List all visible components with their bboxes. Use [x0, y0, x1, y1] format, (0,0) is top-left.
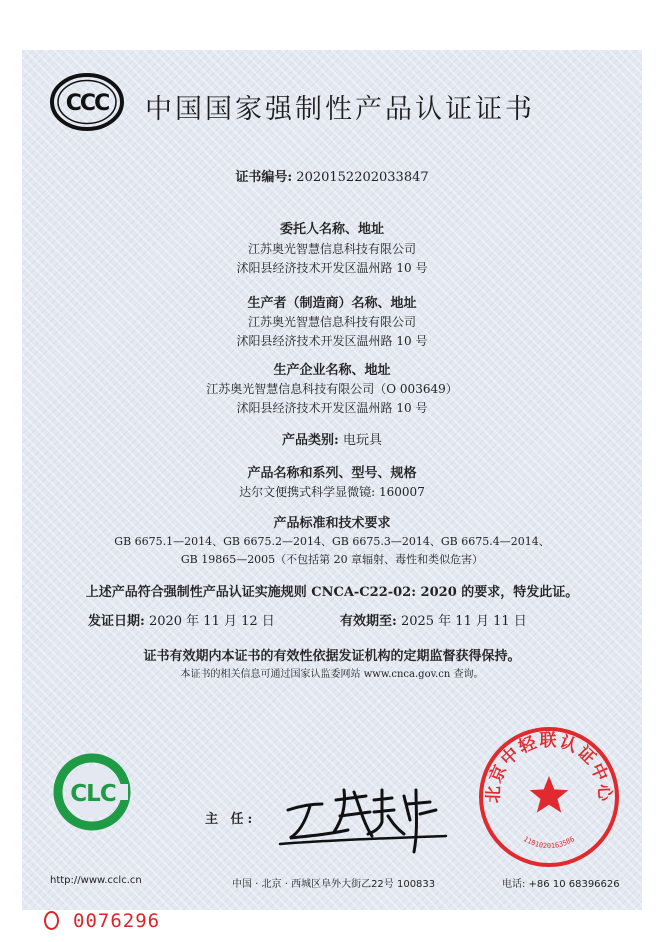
issue-date-value: 2020 年 11 月 12 日: [148, 614, 275, 629]
category-label: 产品类别:: [282, 433, 339, 448]
certificate-number: [22, 166, 642, 185]
issue-date: [88, 610, 275, 629]
ccc-logo-icon: [50, 72, 124, 132]
footer-address: 中国 · 北京 · 西城区阜外大街乙22号 100833: [232, 879, 436, 890]
product-model: 达尔文便携式科学显微镜: 160007: [239, 485, 425, 499]
serial-circle-icon: [44, 911, 59, 930]
certification-center-seal: [474, 722, 624, 872]
producer-name: 江苏奥光智慧信息科技有限公司: [247, 315, 416, 329]
clc-logo-text: CLC: [70, 781, 116, 807]
expiry-date-label: 有效期至:: [340, 614, 397, 629]
product-category: [22, 429, 642, 448]
producer-address: 沭阳县经济技术开发区温州路 10 号: [236, 334, 428, 348]
certificate-title: 中国国家强制性产品认证证书: [145, 94, 535, 125]
issue-date-label: 发证日期:: [88, 614, 145, 629]
product-heading: 产品名称和系列、型号、规格: [247, 466, 417, 481]
client-name: 江苏奥光智慧信息科技有限公司: [247, 242, 416, 256]
director-signature: [270, 780, 450, 858]
standard-line-1: GB 6675.1—2014、GB 6675.2—2014、GB 6675.3—2014、GB 6675.4—2014、: [114, 535, 550, 548]
info-note: 本证书的相关信息可通过国家认监委网站 www.cnca.gov.cn 查询。: [180, 669, 484, 680]
footer-phone: 电话: +86 10 68396626: [502, 879, 620, 890]
producer-heading: 生产者（制造商）名称、地址: [247, 296, 417, 311]
expiry-date: [340, 610, 527, 629]
standard-heading: 产品标准和技术要求: [273, 516, 391, 531]
certificate-number-value: 2020152202033847: [296, 170, 429, 185]
factory-heading: 生产企业名称、地址: [273, 363, 391, 378]
compliance-statement: 上述产品符合强制性产品认证实施规则 CNCA-C22-02: 2020 的要求，特发此证。: [85, 585, 579, 600]
factory-name: 江苏奥光智慧信息科技有限公司（O 003649）: [206, 382, 458, 396]
footer-website: http://www.cclc.cn: [50, 875, 142, 886]
client-heading: 委托人名称、地址: [279, 222, 384, 237]
seal-number: 1101020163586: [521, 835, 577, 851]
director-label: 主 任:: [205, 812, 257, 827]
standard-line-2: GB 19865—2005（不包括第 20 章辐射、毒性和类似危害）: [180, 553, 484, 566]
svg-text:1101020163586: [522, 835, 576, 850]
validity-note: 证书有效期内本证书的有效性依据发证机构的定期监督获得保持。: [143, 649, 521, 664]
ccc-logo-text: CCC: [65, 91, 109, 116]
client-address: 沭阳县经济技术开发区温州路 10 号: [236, 261, 428, 275]
serial-number: [44, 910, 160, 932]
certificate-number-label: 证书编号:: [235, 170, 293, 185]
category-value: 电玩具: [342, 433, 382, 448]
serial-number-value: 0076296: [73, 910, 161, 932]
expiry-date-value: 2025 年 11 月 11 日: [400, 614, 527, 629]
clc-logo-icon: [52, 752, 132, 832]
factory-address: 沭阳县经济技术开发区温州路 10 号: [236, 401, 428, 415]
seal-text: 北京中轻联认证中心: [483, 731, 615, 804]
